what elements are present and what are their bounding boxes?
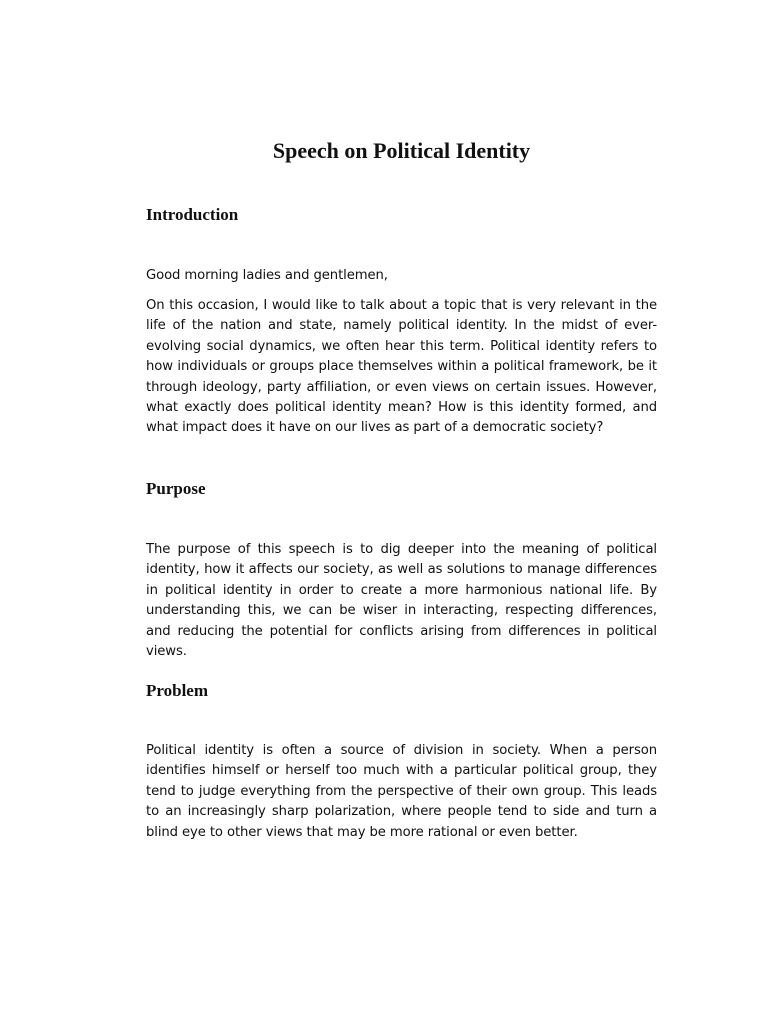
section-heading-problem: Problem (146, 681, 209, 700)
section-heading-introduction: Introduction (146, 205, 239, 224)
purpose-paragraph: The purpose of this speech is to dig deeper into the meaning of political identity, how it affects our society, as well as solutions to manage differences in political identity in order to create a more harmonious national life. By understanding this, we can be wiser in interacting, respecting differences, and reducing the potential for conflicts arising from differences in political views. (146, 542, 657, 660)
section-heading-purpose: Purpose (146, 479, 206, 498)
problem-paragraph: Political identity is often a source of division in society. When a person identifies himself or herself too much with a particular political group, they tend to judge everything from the perspective of their own group. This leads to an increasingly sharp polarization, where people tend to side and turn a blind eye to other views that may be more rational or even better. (146, 743, 657, 840)
introduction-paragraph: On this occasion, I would like to talk about a topic that is very relevant in the life of the nation and state, namely political identity. In the midst of ever-evolving social dynamics, we often hear this term. Political identity refers to how individuals or groups place themselves within a political framework, be it through ideology, party affiliation, or even views on certain issues. However, what exactly does political identity mean? How is this identity formed, and what impact does it have on our lives as part of a democratic society? (146, 298, 657, 436)
document-page (146, 0, 657, 1024)
greeting-paragraph: Good morning ladies and gentlemen, (146, 268, 388, 283)
document-title: Speech on Political Identity (272, 138, 531, 163)
